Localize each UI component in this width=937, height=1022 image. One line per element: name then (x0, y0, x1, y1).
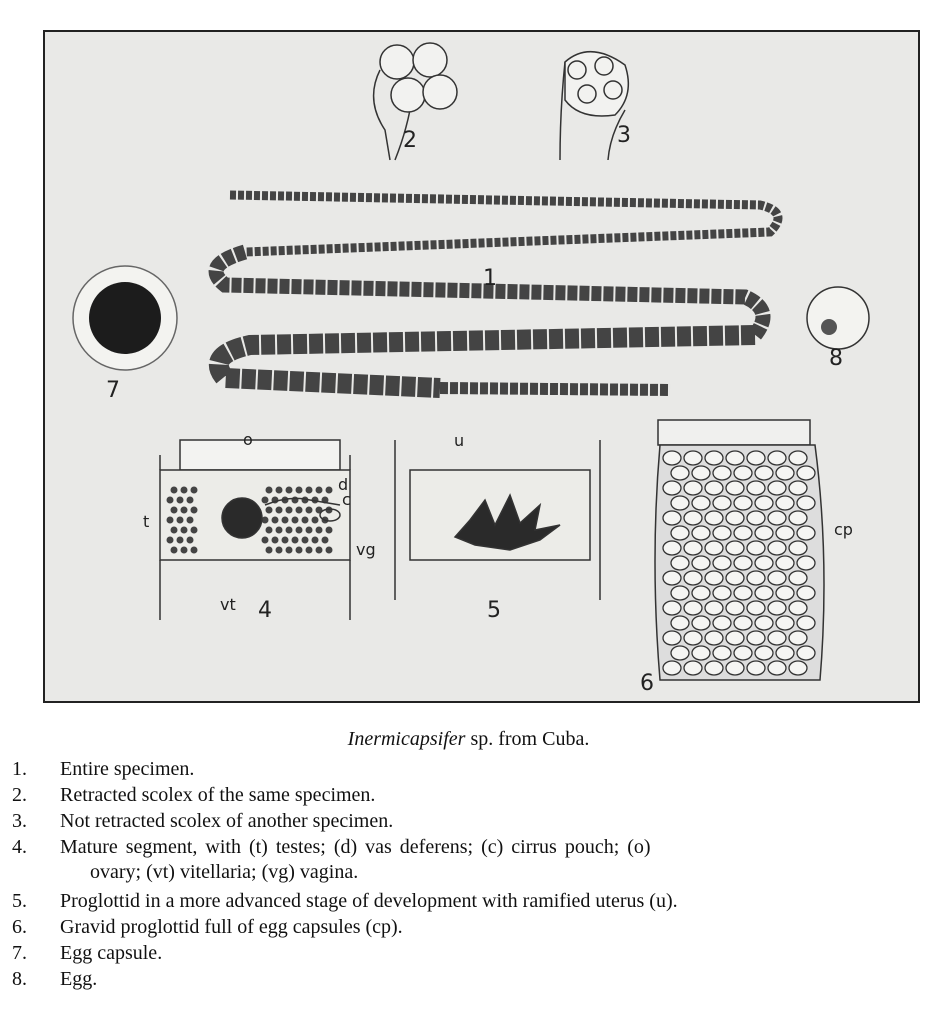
item-number: 7. (12, 942, 27, 964)
egg-capsule (663, 661, 681, 675)
figure-label-7: 7 (106, 378, 120, 403)
egg-capsule (747, 511, 765, 525)
testis (326, 547, 333, 554)
egg-capsule (663, 541, 681, 555)
figure-label-4: 4 (258, 598, 272, 623)
egg-capsule (705, 631, 723, 645)
egg-capsule (713, 646, 731, 660)
testis (167, 537, 174, 544)
testis (181, 487, 188, 494)
egg-capsule (768, 601, 786, 615)
testis (181, 527, 188, 534)
testis (286, 507, 293, 514)
egg-capsule (684, 631, 702, 645)
testis (302, 537, 309, 544)
egg-capsule (671, 646, 689, 660)
caption-item-continuation: ovary; (vt) vitellaria; (vg) vagina. (90, 861, 359, 883)
testis (177, 497, 184, 504)
egg-capsule (734, 586, 752, 600)
testis (306, 507, 313, 514)
egg-capsule (726, 511, 744, 525)
testis (266, 527, 273, 534)
egg-capsule (747, 541, 765, 555)
egg-capsule (734, 646, 752, 660)
testis (171, 507, 178, 514)
testis (306, 527, 313, 534)
egg-capsule (776, 526, 794, 540)
testis (276, 527, 283, 534)
egg-capsule (768, 451, 786, 465)
egg-capsule (789, 481, 807, 495)
item-text: Egg capsule. (60, 942, 163, 964)
egg-capsule (671, 586, 689, 600)
item-number: 6. (12, 916, 27, 938)
egg-capsule (705, 571, 723, 585)
testis (296, 547, 303, 554)
egg-capsule (797, 556, 815, 570)
egg-capsule (705, 601, 723, 615)
egg-capsule (789, 631, 807, 645)
egg-capsule (734, 526, 752, 540)
testis (316, 547, 323, 554)
egg-capsule (692, 496, 710, 510)
egg-capsule (705, 661, 723, 675)
testis (187, 537, 194, 544)
item-text: Egg. (60, 968, 98, 990)
egg-capsule (755, 586, 773, 600)
label-vagina: vg (356, 540, 376, 559)
item-number: 1. (12, 758, 27, 780)
egg-capsule (726, 451, 744, 465)
testis (322, 537, 329, 544)
egg-capsule (684, 571, 702, 585)
testis (296, 487, 303, 494)
testis (171, 527, 178, 534)
egg-capsule (797, 616, 815, 630)
figure-label-5: 5 (487, 598, 501, 623)
egg-capsule (705, 511, 723, 525)
egg-capsule (692, 646, 710, 660)
egg-capsule (692, 616, 710, 630)
testis (171, 487, 178, 494)
testis (286, 527, 293, 534)
egg-capsule (734, 556, 752, 570)
egg-capsule (713, 586, 731, 600)
item-text: Not retracted scolex of another specimen. (60, 810, 394, 832)
testis (187, 497, 194, 504)
egg-capsule (768, 631, 786, 645)
testis (187, 517, 194, 524)
egg-capsule (747, 481, 765, 495)
egg-capsule (713, 556, 731, 570)
figure-label-2: 2 (403, 128, 417, 153)
egg-capsule (671, 616, 689, 630)
item-number: 2. (12, 784, 27, 806)
egg-capsule (789, 601, 807, 615)
testis (316, 487, 323, 494)
testis (306, 547, 313, 554)
egg-capsule (797, 646, 815, 660)
egg-capsule (726, 481, 744, 495)
egg-capsule (713, 616, 731, 630)
egg-capsule (684, 661, 702, 675)
egg-capsule (789, 661, 807, 675)
egg-capsule (755, 616, 773, 630)
item-text: Retracted scolex of the same specimen. (60, 784, 376, 806)
egg-capsule (692, 586, 710, 600)
testis (282, 517, 289, 524)
egg-capsule (768, 481, 786, 495)
testis (266, 507, 273, 514)
item-number: 3. (12, 810, 27, 832)
testis (276, 487, 283, 494)
label-cirrus-pouch: c (342, 490, 351, 509)
label-vitellaria: vt (220, 595, 236, 614)
egg-capsule (789, 571, 807, 585)
egg-capsule (663, 511, 681, 525)
genus-name: Inermicapsifer (347, 728, 466, 750)
testis (312, 537, 319, 544)
testis (272, 537, 279, 544)
egg-capsule (726, 541, 744, 555)
egg-capsule (776, 496, 794, 510)
egg-capsule (705, 481, 723, 495)
testis (316, 527, 323, 534)
egg-capsule (747, 631, 765, 645)
egg-capsule (705, 451, 723, 465)
testis (292, 497, 299, 504)
egg-capsule (705, 541, 723, 555)
egg-capsule (684, 451, 702, 465)
item-text: Mature segment, with (t) testes; (d) vas deferens; (c) cirrus pouch; (o) (60, 836, 651, 858)
egg-capsule (755, 496, 773, 510)
testis (191, 547, 198, 554)
egg-capsule (797, 466, 815, 480)
egg-capsule (797, 586, 815, 600)
egg-capsule (755, 466, 773, 480)
testis (191, 487, 198, 494)
egg-capsule (747, 601, 765, 615)
testis (181, 547, 188, 554)
testis (167, 497, 174, 504)
figure-label-6: 6 (640, 671, 654, 696)
label-uterus: u (454, 431, 465, 450)
egg-capsule (768, 511, 786, 525)
egg-capsule (663, 571, 681, 585)
egg-capsule (755, 646, 773, 660)
egg-capsule (713, 526, 731, 540)
egg-capsule (768, 571, 786, 585)
label-ovary: o (243, 430, 253, 449)
testis (272, 517, 279, 524)
egg-capsule (692, 556, 710, 570)
egg-capsule (671, 526, 689, 540)
egg-capsule (734, 496, 752, 510)
testis (262, 497, 269, 504)
testis (191, 527, 198, 534)
egg-capsule (713, 496, 731, 510)
egg-capsule (747, 571, 765, 585)
egg-capsule (797, 526, 815, 540)
testis (276, 547, 283, 554)
egg-capsule (663, 481, 681, 495)
egg-capsule (692, 466, 710, 480)
egg-capsule (789, 511, 807, 525)
egg-capsule (684, 601, 702, 615)
testis (191, 507, 198, 514)
egg-capsule (726, 571, 744, 585)
testis (306, 487, 313, 494)
egg-capsule (776, 586, 794, 600)
figure-label-8: 8 (829, 346, 843, 371)
egg-capsule (789, 541, 807, 555)
item-text: Proglottid in a more advanced stage of development with ramified uterus (u). (60, 890, 678, 912)
caption-title-rest: sp. from Cuba. (465, 728, 590, 750)
egg-capsule (776, 556, 794, 570)
testis (296, 507, 303, 514)
figure-label-3: 3 (617, 123, 631, 148)
egg-capsule (768, 541, 786, 555)
testis (302, 517, 309, 524)
testis (296, 527, 303, 534)
testis (266, 487, 273, 494)
egg-capsule (726, 631, 744, 645)
item-number: 8. (12, 968, 27, 990)
testis (326, 527, 333, 534)
testis (171, 547, 178, 554)
testis (292, 537, 299, 544)
egg-capsule (684, 511, 702, 525)
egg-capsule (789, 451, 807, 465)
egg-capsule (755, 526, 773, 540)
egg-capsule (671, 496, 689, 510)
testis (326, 487, 333, 494)
item-text: Entire specimen. (60, 758, 195, 780)
testis (286, 487, 293, 494)
testis (177, 517, 184, 524)
egg-capsule (747, 661, 765, 675)
testis (181, 507, 188, 514)
item-text: Gravid proglottid full of egg capsules (cp). (60, 916, 403, 938)
egg-capsule (734, 616, 752, 630)
testis (177, 537, 184, 544)
egg-capsule (713, 466, 731, 480)
figure-caption-title (0, 728, 937, 751)
egg-capsule (663, 451, 681, 465)
egg-capsule (671, 556, 689, 570)
egg-capsule (663, 631, 681, 645)
egg-capsule (671, 466, 689, 480)
item-number: 4. (12, 836, 27, 858)
egg-capsule (684, 541, 702, 555)
testis (276, 507, 283, 514)
egg-capsule (692, 526, 710, 540)
label-egg-capsules: cp (834, 520, 853, 539)
egg-capsule (726, 601, 744, 615)
egg-capsule (776, 466, 794, 480)
label-vas-deferens: d (338, 475, 349, 494)
egg-capsule (734, 466, 752, 480)
egg-capsule (747, 451, 765, 465)
egg-capsule (663, 601, 681, 615)
testis (292, 517, 299, 524)
testis (262, 537, 269, 544)
testis (266, 547, 273, 554)
egg-capsule (776, 616, 794, 630)
egg-capsule (755, 556, 773, 570)
testis (312, 517, 319, 524)
figure-plate (43, 30, 920, 703)
egg-capsule (768, 661, 786, 675)
testis (286, 547, 293, 554)
egg-capsule (797, 496, 815, 510)
egg-capsule (684, 481, 702, 495)
testis (282, 537, 289, 544)
item-number: 5. (12, 890, 27, 912)
egg-capsule (776, 646, 794, 660)
figure-label-1: 1 (483, 266, 497, 291)
testis (167, 517, 174, 524)
label-testes: t (143, 512, 150, 531)
egg-capsule (726, 661, 744, 675)
